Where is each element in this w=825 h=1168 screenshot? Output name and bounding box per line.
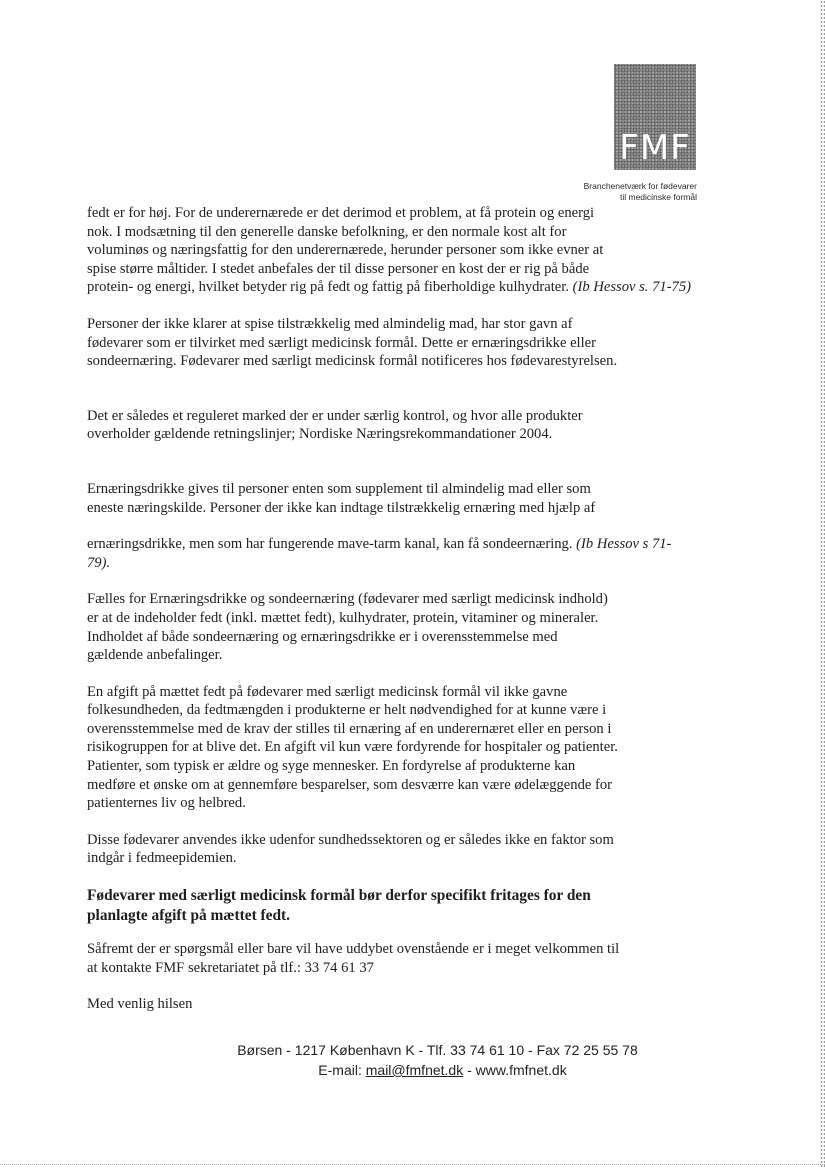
text-line: indgår i fedmeepidemien.: [87, 850, 237, 867]
text-line: folkesundheden, da fedtmængden i produkterne er helt nødvendighed for at kunne være i: [87, 702, 607, 719]
logo-text: FMF: [619, 128, 691, 168]
text-line: eneste næringskilde. Personer der ikke kan indtage tilstrækkelig ernæring med hjælp af: [87, 499, 596, 516]
text-line: Fælles for Ernæringsdrikke og sondeernæring (fødevarer med særligt medicinsk indhold): [87, 591, 608, 608]
scan-edge-bottom: [0, 1164, 825, 1168]
letter-body: [87, 204, 692, 1014]
text-line: Patienter, som typisk er ældre og syge mennesker. En fordyrelse af produkterne kan: [87, 758, 576, 775]
fmf-logo: [614, 64, 696, 170]
logo-tagline: [584, 181, 697, 203]
paragraph-nutrition-drinks: [87, 480, 692, 517]
text-line: fødevarer som er tilvirket med særligt medicinsk formål. Dette er ernæringsdrikke eller: [87, 334, 596, 351]
text-line: overensstemmelse med de krav der stilles til ernæring af en underernæret eller en person i: [87, 720, 612, 737]
scan-edge-right: [820, 0, 825, 1168]
text-line: nok. I modsætning til den generelle danske befolkning, er den normale kost alt for: [87, 223, 567, 240]
footer-separator: -: [463, 1062, 476, 1078]
text-line: patienternes liv og helbred.: [87, 795, 246, 812]
citation: (Ib Hessov s 71-79).: [87, 536, 672, 571]
text-line: at kontakte FMF sekretariatet på tlf.: 33 74 61 37: [87, 959, 374, 976]
text-line: En afgift på mættet fedt på fødevarer med særligt medicinsk formål vil ikke gavne: [87, 683, 568, 700]
tagline-line-1: Branchenetværk for fødevarer: [583, 181, 697, 191]
footer-contact-line: [0, 1060, 825, 1080]
text-line: voluminøs og næringsfattig for den underernærede, herunder personer som ikke evner at: [87, 242, 604, 259]
paragraph-common-content: [87, 590, 692, 664]
website-link[interactable]: www.fmfnet.dk: [475, 1062, 567, 1078]
closing: Med venlig hilsen: [87, 996, 193, 1013]
conclusion-line: planlagte afgift på mættet fedt.: [87, 907, 291, 925]
text-line: Indholdet af både sondeernæring og ernæringsdrikke er i overensstemmelse med: [87, 628, 558, 645]
text-line: gældende anbefalinger.: [87, 647, 223, 664]
paragraph-tax-impact: [87, 683, 692, 813]
letterhead-footer: [0, 1040, 825, 1080]
text-line: Det er således et reguleret marked der er under særlig kontrol, og hvor alle produkter: [87, 407, 583, 424]
text-line: protein- og energi, hvilket betyder rig på fedt og fattig på fiberholdige kulhydrater.: [87, 279, 569, 296]
text-line: Personer der ikke klarer at spise tilstrækkelig med almindelig mad, har stor gavn af: [87, 315, 573, 332]
text-line: sondeernæring. Fødevarer med særligt medicinsk formål notificeres hos fødevarestyrelsen.: [87, 353, 618, 370]
conclusion-line: Fødevarer med særligt medicinsk formål bør derfor specifikt fritages for den: [87, 887, 591, 905]
footer-address: Børsen - 1217 København K - Tlf. 33 74 61 10 - Fax 72 25 55 78: [237, 1042, 638, 1058]
paragraph-fat-intake: [87, 204, 692, 297]
paragraph-medical-foods: [87, 315, 692, 371]
tagline-line-2: til medicinske formål: [620, 192, 697, 202]
paragraph-tube-feeding: [87, 535, 692, 572]
text-line: ernæringsdrikke, men som har fungerende mave-tarm kanal, kan få sondeernæring.: [87, 536, 573, 553]
contact-paragraph: [87, 940, 692, 977]
text-line: Disse fødevarer anvendes ikke udenfor sundhedssektoren og er således ikke en faktor som: [87, 831, 614, 848]
paragraph-regulated-market: [87, 407, 692, 444]
citation: (Ib Hessov s. 71-75): [572, 279, 692, 296]
text-line: risikogruppen for at blive det. En afgift vil kun være fordyrende for hospitaler og patienter.: [87, 739, 618, 756]
text-line: er at de indeholder fedt (inkl. mættet fedt), kulhydrater, protein, vitaminer og mineraler.: [87, 609, 599, 626]
text-line: Ernæringsdrikke gives til personer enten som supplement til almindelig mad eller som: [87, 480, 591, 497]
conclusion: [87, 886, 692, 926]
paragraph-health-sector: [87, 831, 692, 868]
text-line: medføre et ønske om at gennemføre besparelser, som desværre kan være ødelæggende for: [87, 776, 613, 793]
email-label: E-mail:: [318, 1062, 366, 1078]
text-line: Såfremt der er spørgsmål eller bare vil have uddybet ovenstående er i meget velkommen til: [87, 941, 620, 958]
text-line: spise større måltider. I stedet anbefales der til disse personer en kost der er rig på både: [87, 260, 590, 277]
text-line: overholder gældende retningslinjer; Nordiske Næringsrekommandationer 2004.: [87, 426, 553, 443]
email-link[interactable]: mail@fmfnet.dk: [365, 1062, 464, 1078]
text-line: fedt er for høj. For de underernærede er det derimod et problem, at få protein og energi: [87, 205, 595, 221]
